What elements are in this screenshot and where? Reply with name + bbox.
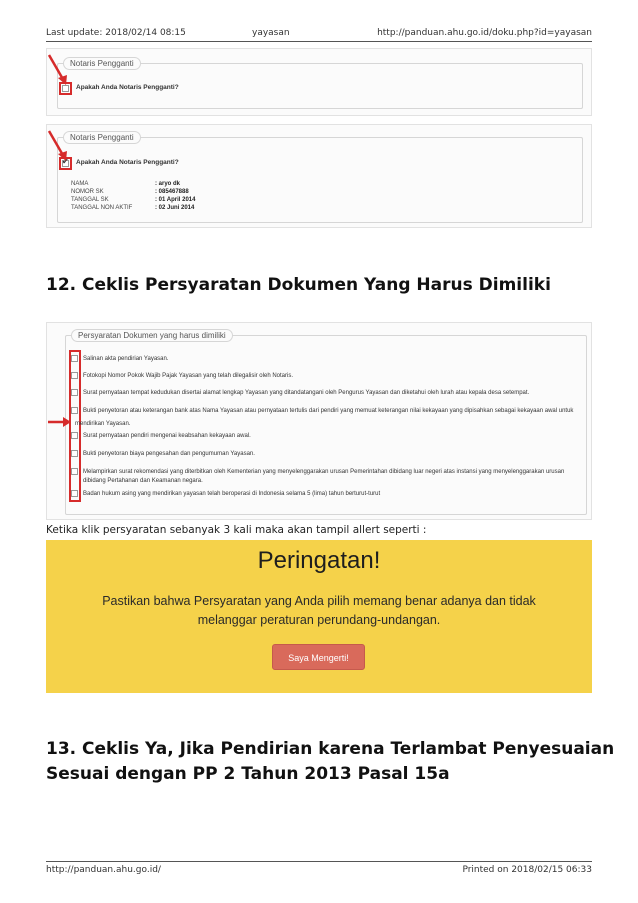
screenshot-requirements	[46, 322, 592, 520]
requirement-item: Fotokopi Nomor Pokok Wajib Pajak Yayasan yang telah dilegalisir oleh Notaris.	[83, 373, 293, 379]
requirement-item: Bukti penyetoran atau keterangan bank atas Nama Yayasan atau pernyataan tertulis dari pendiri yang memuat keterangan nilai kekayaan yang dipisahkan sebagai kekayaan awal untuk	[83, 408, 574, 414]
detail-label-nama: NAMA	[71, 181, 89, 187]
notaris-legend: Notaris Pengganti	[63, 131, 141, 144]
printed-on-text: Printed on 2018/02/15 06:33	[462, 865, 592, 875]
alert-confirm-button[interactable]: Saya Mengerti!	[272, 644, 365, 670]
notaris-question: Apakah Anda Notaris Pengganti?	[76, 159, 179, 166]
requirement-checkbox[interactable]	[71, 450, 78, 457]
section-13-heading-line-2: Sesuai dengan PP 2 Tahun 2013 Pasal 15a	[46, 764, 450, 784]
red-arrow-icon	[47, 416, 73, 428]
detail-value-tanggal-sk: : 01 April 2014	[155, 197, 196, 203]
requirement-checkbox[interactable]	[71, 407, 78, 414]
notaris-legend: Notaris Pengganti	[63, 57, 141, 70]
detail-label-nomor-sk: NOMOR SK	[71, 189, 104, 195]
notaris-fieldset	[57, 137, 583, 223]
requirements-fieldset	[65, 335, 587, 515]
detail-label-tanggal-non-aktif: TANGGAL NON AKTIF	[71, 205, 133, 211]
requirement-checkbox[interactable]	[71, 490, 78, 497]
alert-message-line-2: melanggar peraturan perundang-undangan.	[197, 613, 441, 627]
red-arrow-icon	[47, 53, 69, 87]
requirement-item: Salinan akta pendirian Yayasan.	[83, 356, 169, 362]
section-13-heading-line-1: 13. Ceklis Ya, Jika Pendirian karena Terlambat Penyesuaian	[46, 739, 615, 759]
requirement-checkbox[interactable]	[71, 372, 78, 379]
red-arrow-icon	[47, 129, 69, 163]
alert-title: Peringatan!	[257, 547, 381, 574]
detail-value-tanggal-non-aktif: : 02 Juni 2014	[155, 205, 195, 211]
section-12-heading: 12. Ceklis Persyaratan Dokumen Yang Harus Dimiliki	[46, 275, 551, 295]
alert-dialog	[46, 540, 592, 693]
screenshot-notaris-unchecked	[46, 48, 592, 116]
footer-url-link[interactable]: http://panduan.ahu.go.id/	[46, 865, 161, 875]
alert-message-line-1: Pastikan bahwa Persyaratan yang Anda pilih memang benar adanya dan tidak	[102, 594, 536, 608]
alert-description: Ketika klik persyaratan sebanyak 3 kali maka akan tampil allert seperti :	[46, 524, 427, 536]
requirement-item: Surat pernyataan pendiri mengenai keabsahan kekayaan awal.	[83, 433, 251, 439]
requirement-checkbox[interactable]	[71, 432, 78, 439]
requirement-item: Bukti penyetoran biaya pengesahan dan pengumuman Yayasan.	[83, 451, 255, 457]
requirement-checkbox[interactable]	[71, 355, 78, 362]
requirement-item-continued: mendirikan Yayasan.	[75, 421, 131, 427]
page-footer	[46, 861, 592, 875]
detail-label-tanggal-sk: TANGGAL SK	[71, 197, 109, 203]
page-name-text: yayasan	[252, 28, 290, 38]
notaris-question: Apakah Anda Notaris Pengganti?	[76, 84, 179, 91]
page-header	[46, 28, 592, 42]
detail-value-nama: : aryo dk	[155, 181, 181, 187]
page-url-link[interactable]: http://panduan.ahu.go.id/doku.php?id=yayasan	[377, 28, 592, 38]
screenshot-notaris-checked	[46, 124, 592, 228]
requirement-checkbox[interactable]	[71, 389, 78, 396]
requirements-legend: Persyaratan Dokumen yang harus dimiliki	[71, 329, 233, 342]
requirement-item: Surat pernyataan tempat kedudukan disertai alamat lengkap Yayasan yang ditandatangani oleh Pengurus Yayasan dan diketahui oleh lurah atau kepala desa setempat.	[83, 390, 530, 396]
detail-value-nomor-sk: : 085467888	[155, 189, 189, 195]
requirement-item: Melampirkan surat rekomendasi yang diterbitkan oleh Kementerian yang menyelenggarakan urusan Pemerintahan dibidang luar negeri atas instansi yang menyelenggarakan urusan	[83, 469, 565, 475]
requirement-item: Badan hukum asing yang mendirikan yayasan telah beroperasi di Indonesia selama 5 (lima) tahun berturut-turut	[83, 491, 381, 497]
requirement-checkbox[interactable]	[71, 468, 78, 475]
last-update-text: Last update: 2018/02/14 08:15	[46, 28, 186, 38]
requirement-item-continued: dibidang Pertahanan dan Keamanan negara.	[83, 478, 203, 484]
